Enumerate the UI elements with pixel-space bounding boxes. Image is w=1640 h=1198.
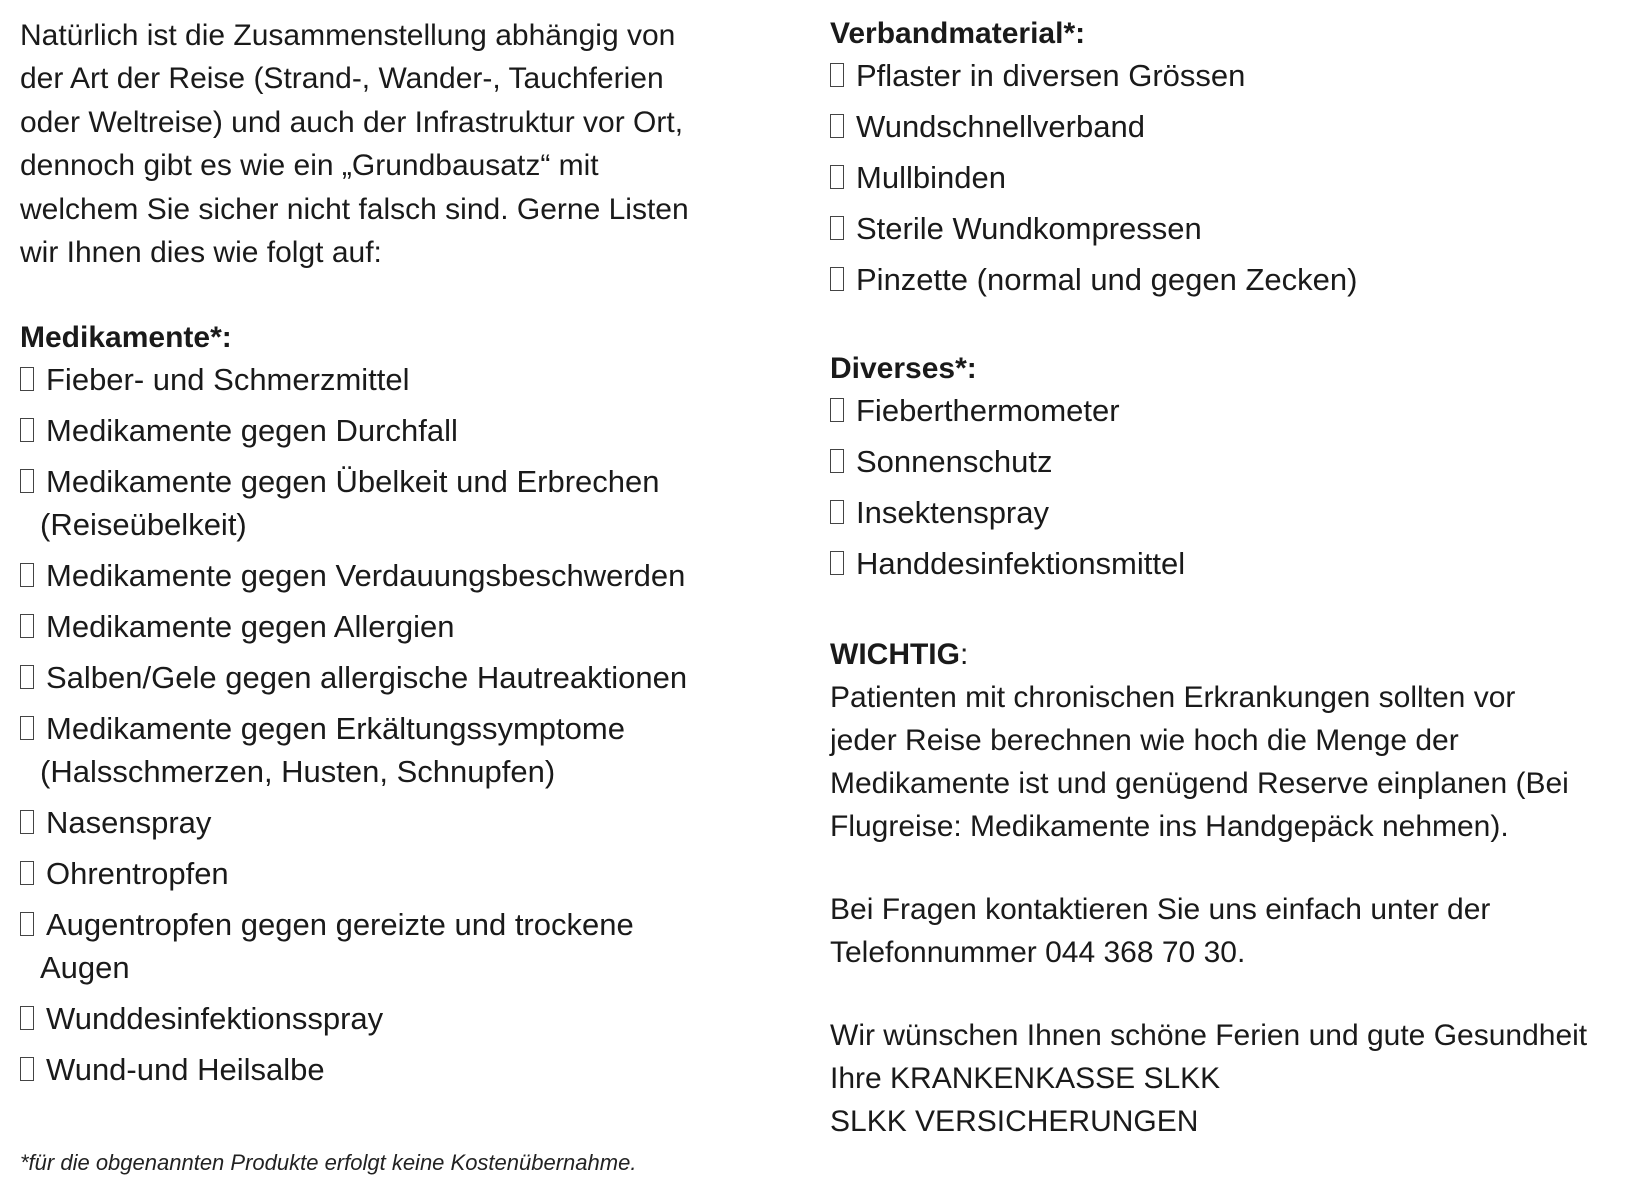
intro-line: Natürlich ist die Zusammenstellung abhängig von bbox=[20, 19, 676, 52]
item-label: Medikamente gegen Allergien bbox=[46, 609, 455, 645]
checkbox-icon[interactable] bbox=[830, 449, 844, 473]
contact-line: Bei Fragen kontaktieren Sie uns einfach unter der bbox=[830, 893, 1491, 926]
item-label: Handdesinfektionsmittel bbox=[856, 546, 1186, 581]
list-item bbox=[830, 207, 1630, 250]
item-label: Wunddesinfektionsspray bbox=[46, 1001, 384, 1037]
contact-line: Telefonnummer 044 368 70 30. bbox=[830, 936, 1246, 969]
wichtig-line: Medikamente ist und genügend Reserve einplanen (Bei bbox=[830, 767, 1569, 800]
intro-line: welchem Sie sicher nicht falsch sind. Gerne Listen bbox=[20, 192, 689, 226]
wichtig-paragraph bbox=[830, 633, 1630, 848]
intro-line: oder Weltreise) und auch der Infrastruktur vor Ort, bbox=[20, 105, 684, 139]
item-label: Fieber- und Schmerzmittel bbox=[46, 362, 410, 398]
list-item bbox=[20, 801, 780, 844]
checkbox-icon[interactable] bbox=[830, 165, 844, 189]
checkbox-icon[interactable] bbox=[830, 267, 844, 291]
item-label: Ohrentropfen bbox=[46, 856, 229, 892]
item-label: Wund-und Heilsalbe bbox=[46, 1052, 325, 1088]
item-label: Pinzette (normal und gegen Zecken) bbox=[856, 262, 1358, 297]
item-label bbox=[40, 707, 625, 793]
checkbox-icon[interactable] bbox=[830, 63, 844, 87]
item-label: Mullbinden bbox=[856, 160, 1006, 195]
closing-line: Wir wünschen Ihnen schöne Ferien und gute Gesundheit bbox=[830, 1019, 1588, 1052]
list-item bbox=[830, 491, 1630, 534]
wichtig-colon: : bbox=[959, 638, 969, 671]
item-label: Insektenspray bbox=[856, 495, 1049, 530]
list-item bbox=[830, 156, 1630, 199]
wichtig-line: Flugreise: Medikamente ins Handgepäck nehmen). bbox=[830, 810, 1509, 843]
wichtig-line: Patienten mit chronischen Erkrankungen sollten vor bbox=[830, 681, 1516, 714]
list-item bbox=[20, 358, 780, 401]
list-item bbox=[20, 1048, 780, 1091]
closing-line: Ihre KRANKENKASSE SLKK bbox=[830, 1062, 1221, 1095]
list-item bbox=[20, 409, 780, 452]
verbandmaterial-heading: Verbandmaterial*: bbox=[830, 17, 1086, 50]
right-column bbox=[830, 14, 1630, 1143]
item-label: Salben/Gele gegen allergische Hautreaktionen bbox=[46, 660, 688, 696]
item-line-continuation: Augen bbox=[40, 950, 130, 986]
footnote: *für die obgenannten Produkte erfolgt keine Kostenübernahme. bbox=[20, 1150, 637, 1175]
list-item bbox=[830, 105, 1630, 148]
intro-line: wir Ihnen dies wie folgt auf: bbox=[20, 236, 382, 270]
item-label: Nasenspray bbox=[46, 805, 212, 841]
intro-line: der Art der Reise (Strand-, Wander-, Tauchferien bbox=[20, 62, 664, 96]
intro-line: dennoch gibt es wie ein „Grundbausatz“ mit bbox=[20, 149, 599, 183]
medikamente-heading: Medikamente*: bbox=[20, 321, 232, 355]
item-label bbox=[40, 460, 660, 546]
diverses-heading: Diverses*: bbox=[830, 352, 977, 385]
list-item bbox=[830, 389, 1630, 432]
checkbox-icon[interactable] bbox=[20, 912, 34, 936]
list-item bbox=[20, 460, 780, 546]
checkbox-icon[interactable] bbox=[20, 1057, 34, 1081]
item-label: Sterile Wundkompressen bbox=[856, 211, 1202, 246]
checkbox-icon[interactable] bbox=[20, 1006, 34, 1030]
item-label bbox=[40, 903, 634, 989]
checkbox-icon[interactable] bbox=[20, 861, 34, 885]
checkbox-icon[interactable] bbox=[20, 563, 34, 587]
checkbox-icon[interactable] bbox=[830, 114, 844, 138]
wichtig-label: WICHTIG bbox=[830, 638, 960, 671]
checkbox-icon[interactable] bbox=[830, 216, 844, 240]
checkbox-icon[interactable] bbox=[20, 469, 34, 493]
item-line: Medikamente gegen Erkältungssymptome bbox=[46, 711, 625, 747]
item-label: Medikamente gegen Verdauungsbeschwerden bbox=[46, 558, 686, 594]
checkbox-icon[interactable] bbox=[830, 551, 844, 575]
diverses-list bbox=[830, 389, 1630, 585]
item-line: Medikamente gegen Übelkeit und Erbrechen bbox=[46, 464, 660, 500]
list-item bbox=[20, 852, 780, 895]
checkbox-icon[interactable] bbox=[20, 810, 34, 834]
checkbox-icon[interactable] bbox=[20, 614, 34, 638]
checkbox-icon[interactable] bbox=[20, 367, 34, 391]
intro-paragraph bbox=[20, 14, 780, 274]
item-label: Pflaster in diversen Grössen bbox=[856, 58, 1246, 93]
list-item bbox=[830, 542, 1630, 585]
list-item bbox=[20, 554, 780, 597]
checkbox-icon[interactable] bbox=[20, 418, 34, 442]
item-line-continuation: (Halsschmerzen, Husten, Schnupfen) bbox=[40, 754, 556, 790]
contact-paragraph bbox=[830, 888, 1630, 974]
list-item bbox=[830, 54, 1630, 97]
checkbox-icon[interactable] bbox=[830, 398, 844, 422]
item-label: Wundschnellverband bbox=[856, 109, 1145, 144]
checkbox-icon[interactable] bbox=[20, 665, 34, 689]
item-label: Sonnenschutz bbox=[856, 444, 1053, 479]
checkbox-icon[interactable] bbox=[20, 716, 34, 740]
verbandmaterial-list bbox=[830, 54, 1630, 301]
list-item bbox=[20, 903, 780, 989]
left-column bbox=[20, 14, 780, 1099]
item-line: Augentropfen gegen gereizte und trockene bbox=[46, 907, 634, 943]
list-item bbox=[20, 656, 780, 699]
list-item bbox=[20, 997, 780, 1040]
list-item bbox=[20, 707, 780, 793]
list-item bbox=[830, 440, 1630, 483]
wichtig-line: jeder Reise berechnen wie hoch die Menge der bbox=[830, 724, 1459, 757]
item-label: Fieberthermometer bbox=[856, 393, 1120, 428]
item-line-continuation: (Reiseübelkeit) bbox=[40, 507, 247, 543]
medikamente-list bbox=[20, 358, 780, 1091]
list-item bbox=[830, 258, 1630, 301]
closing-paragraph bbox=[830, 1014, 1630, 1143]
item-label: Medikamente gegen Durchfall bbox=[46, 413, 458, 449]
closing-line: SLKK VERSICHERUNGEN bbox=[830, 1105, 1199, 1138]
checkbox-icon[interactable] bbox=[830, 500, 844, 524]
list-item bbox=[20, 605, 780, 648]
